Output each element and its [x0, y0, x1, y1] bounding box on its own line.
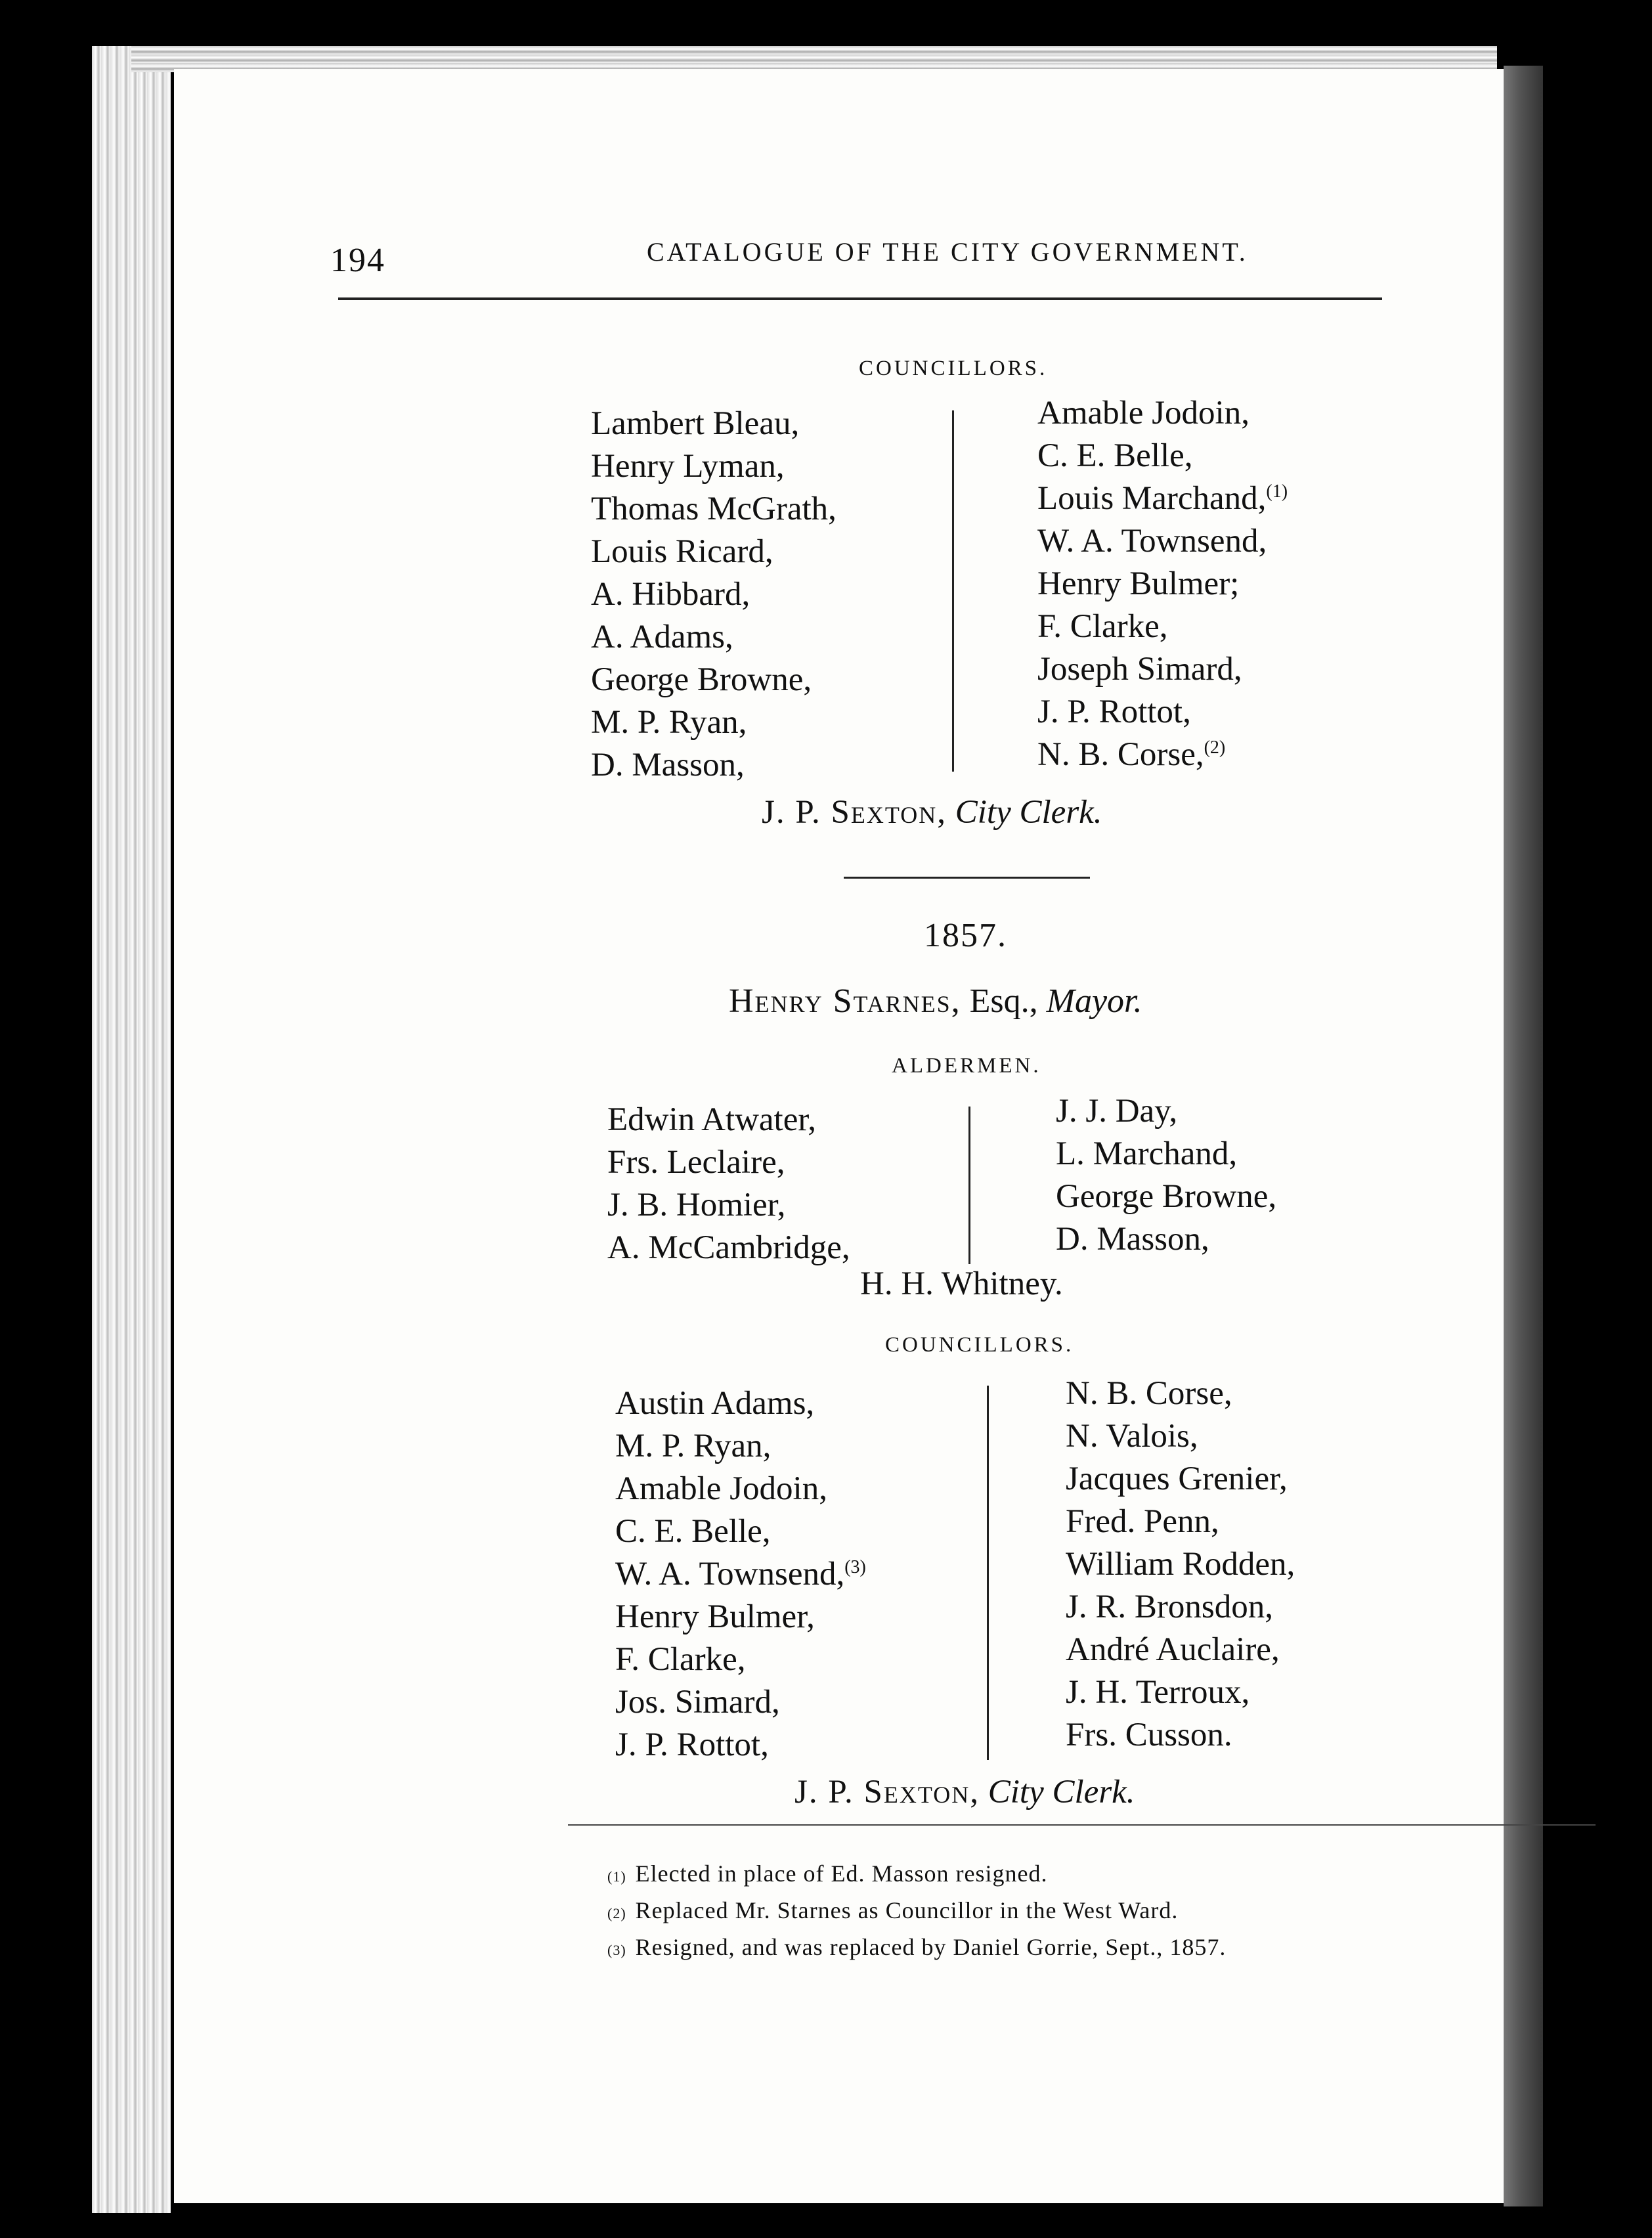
- clerk-title: City Clerk.: [988, 1774, 1135, 1810]
- page-number: 194: [330, 242, 385, 279]
- councillor-name: Louis Ricard,: [591, 533, 773, 570]
- councillor-name: C. E. Belle,: [1037, 437, 1193, 474]
- column-divider: [952, 410, 954, 772]
- councillor-name: Thomas McGrath,: [591, 491, 837, 527]
- councillor-name: D. Masson,: [591, 747, 745, 783]
- councillor-entry: [1037, 392, 1288, 435]
- councillor-name: M. P. Ryan,: [591, 704, 747, 741]
- councillor-entry: [615, 1596, 866, 1638]
- councillor-entry: [1037, 477, 1288, 520]
- councillor-name: Joseph Simard,: [1037, 651, 1242, 688]
- mayor-name: Henry Starnes,: [729, 982, 961, 1020]
- book-edge-top: [131, 46, 1497, 72]
- footnote-mark: (2): [607, 1905, 626, 1921]
- clerk-title: City Clerk.: [955, 794, 1102, 831]
- alderman-name: Edwin Atwater,: [607, 1101, 817, 1138]
- councillor-name: J. P. Rottot,: [1037, 693, 1191, 730]
- councillor-entry: [615, 1724, 866, 1766]
- footnote-mark: (1): [607, 1868, 626, 1885]
- councillor-name: Louis Marchand,: [1037, 480, 1267, 517]
- councillor-name: W. A. Townsend,: [1037, 523, 1267, 560]
- section-separator: [844, 877, 1090, 879]
- footnote-rule: [568, 1824, 1596, 1826]
- book-edge-right: [1504, 66, 1543, 2206]
- councillors-1856-right: [1037, 392, 1288, 776]
- councillor-name: C. E. Belle,: [615, 1513, 771, 1550]
- alderman-name: D. Masson,: [1056, 1221, 1209, 1258]
- councillor-name: Henry Bulmer,: [615, 1598, 815, 1635]
- councillor-name: F. Clarke,: [1037, 608, 1168, 645]
- councillor-name: J. R. Bronsdon,: [1066, 1589, 1273, 1625]
- councillor-name: A. Adams,: [591, 619, 733, 655]
- councillors-1856-left: [591, 403, 837, 787]
- councillor-name: J. H. Terroux,: [1066, 1674, 1250, 1711]
- councillor-name: Henry Lyman,: [591, 448, 785, 485]
- clerk-name: J. P. Sexton,: [794, 1774, 980, 1810]
- councillors-1857-right: [1066, 1372, 1295, 1757]
- mayor-title: Mayor.: [1046, 982, 1142, 1020]
- councillors-heading-1857: COUNCILLORS.: [885, 1333, 1074, 1357]
- councillor-entry: [1037, 435, 1288, 477]
- footnote-text: Resigned, and was replaced by Daniel Gorrie, Sept., 1857.: [635, 1934, 1227, 1960]
- clerk-name: J. P. Sexton,: [762, 794, 947, 831]
- councillor-entry: [615, 1638, 866, 1681]
- header-rule: [338, 297, 1382, 300]
- councillor-name: Lambert Bleau,: [591, 405, 800, 442]
- book-edge-left: [92, 46, 171, 2213]
- councillor-name: Amable Jodoin,: [615, 1470, 827, 1507]
- councillor-name: Frs. Cusson.: [1066, 1717, 1232, 1753]
- councillor-entry: [615, 1382, 866, 1425]
- councillors-1857-left: [615, 1382, 866, 1766]
- alderman-name: J. B. Homier,: [607, 1187, 786, 1223]
- alderman-name: A. McCambridge,: [607, 1229, 850, 1266]
- page-content: [174, 69, 1504, 2203]
- footnotes: [607, 1855, 1226, 1965]
- footnote-ref: (2): [1204, 737, 1226, 758]
- councillor-name: Henry Bulmer;: [1037, 565, 1240, 602]
- mayor-line: [729, 982, 1142, 1020]
- councillor-entry: [1037, 520, 1288, 563]
- year-heading: 1857.: [924, 917, 1007, 954]
- footnote-text: Elected in place of Ed. Masson resigned.: [635, 1860, 1048, 1887]
- running-title: CATALOGUE OF THE CITY GOVERNMENT.: [647, 237, 1248, 267]
- aldermen-heading: ALDERMEN.: [892, 1054, 1041, 1078]
- alderman-name: L. Marchand,: [1056, 1135, 1238, 1172]
- councillor-entry: [615, 1425, 866, 1468]
- councillor-name: André Auclaire,: [1066, 1631, 1280, 1668]
- footnote-ref: (1): [1266, 481, 1288, 502]
- councillor-name: N. B. Corse,: [1066, 1375, 1232, 1412]
- councillor-entry: [615, 1681, 866, 1724]
- page: [174, 69, 1504, 2203]
- city-clerk-1856: [762, 793, 1102, 831]
- councillor-name: Fred. Penn,: [1066, 1503, 1219, 1540]
- councillor-name: William Rodden,: [1066, 1546, 1295, 1583]
- councillor-name: Jos. Simard,: [615, 1684, 780, 1721]
- councillor-entry: [1037, 563, 1288, 605]
- councillor-name: N. Valois,: [1066, 1418, 1198, 1455]
- mayor-suffix: Esq.,: [969, 982, 1038, 1020]
- alderman-name: Frs. Leclaire,: [607, 1144, 785, 1181]
- councillor-name: A. Hibbard,: [591, 576, 750, 613]
- councillor-name: George Browne,: [591, 661, 812, 698]
- councillor-entry: [1037, 734, 1288, 776]
- footnote-ref: (3): [844, 1557, 866, 1577]
- aldermen-left: [607, 1099, 850, 1269]
- councillor-name: M. P. Ryan,: [615, 1428, 772, 1464]
- footnote: [607, 1929, 1226, 1965]
- councillor-name: N. B. Corse,: [1037, 736, 1204, 773]
- column-divider: [987, 1386, 989, 1760]
- footnote-text: Replaced Mr. Starnes as Councillor in the West Ward.: [635, 1897, 1179, 1923]
- councillor-name: Amable Jodoin,: [1037, 395, 1250, 431]
- councillor-entry: [1037, 648, 1288, 691]
- city-clerk-1857: [794, 1773, 1135, 1811]
- footnote: [607, 1892, 1226, 1929]
- councillor-name: W. A. Townsend,: [615, 1556, 845, 1592]
- councillor-name: F. Clarke,: [615, 1641, 746, 1678]
- councillor-entry: [615, 1468, 866, 1510]
- councillor-entry: [615, 1510, 866, 1553]
- aldermen-right: [1056, 1090, 1276, 1261]
- councillor-name: J. P. Rottot,: [615, 1726, 769, 1763]
- councillor-entry: [615, 1553, 866, 1596]
- alderman-name: George Browne,: [1056, 1178, 1277, 1215]
- councillor-name: Austin Adams,: [615, 1385, 815, 1422]
- councillors-heading-1856: COUNCILLORS.: [859, 357, 1048, 380]
- councillor-name: Jacques Grenier,: [1066, 1460, 1288, 1497]
- alderman-name: J. J. Day,: [1056, 1093, 1178, 1130]
- alderman-last: H. H. Whitney.: [860, 1265, 1063, 1302]
- councillor-entry: [1037, 605, 1288, 648]
- councillor-entry: [1037, 691, 1288, 734]
- footnote: [607, 1855, 1226, 1892]
- footnote-mark: (3): [607, 1942, 626, 1958]
- column-divider: [968, 1107, 970, 1264]
